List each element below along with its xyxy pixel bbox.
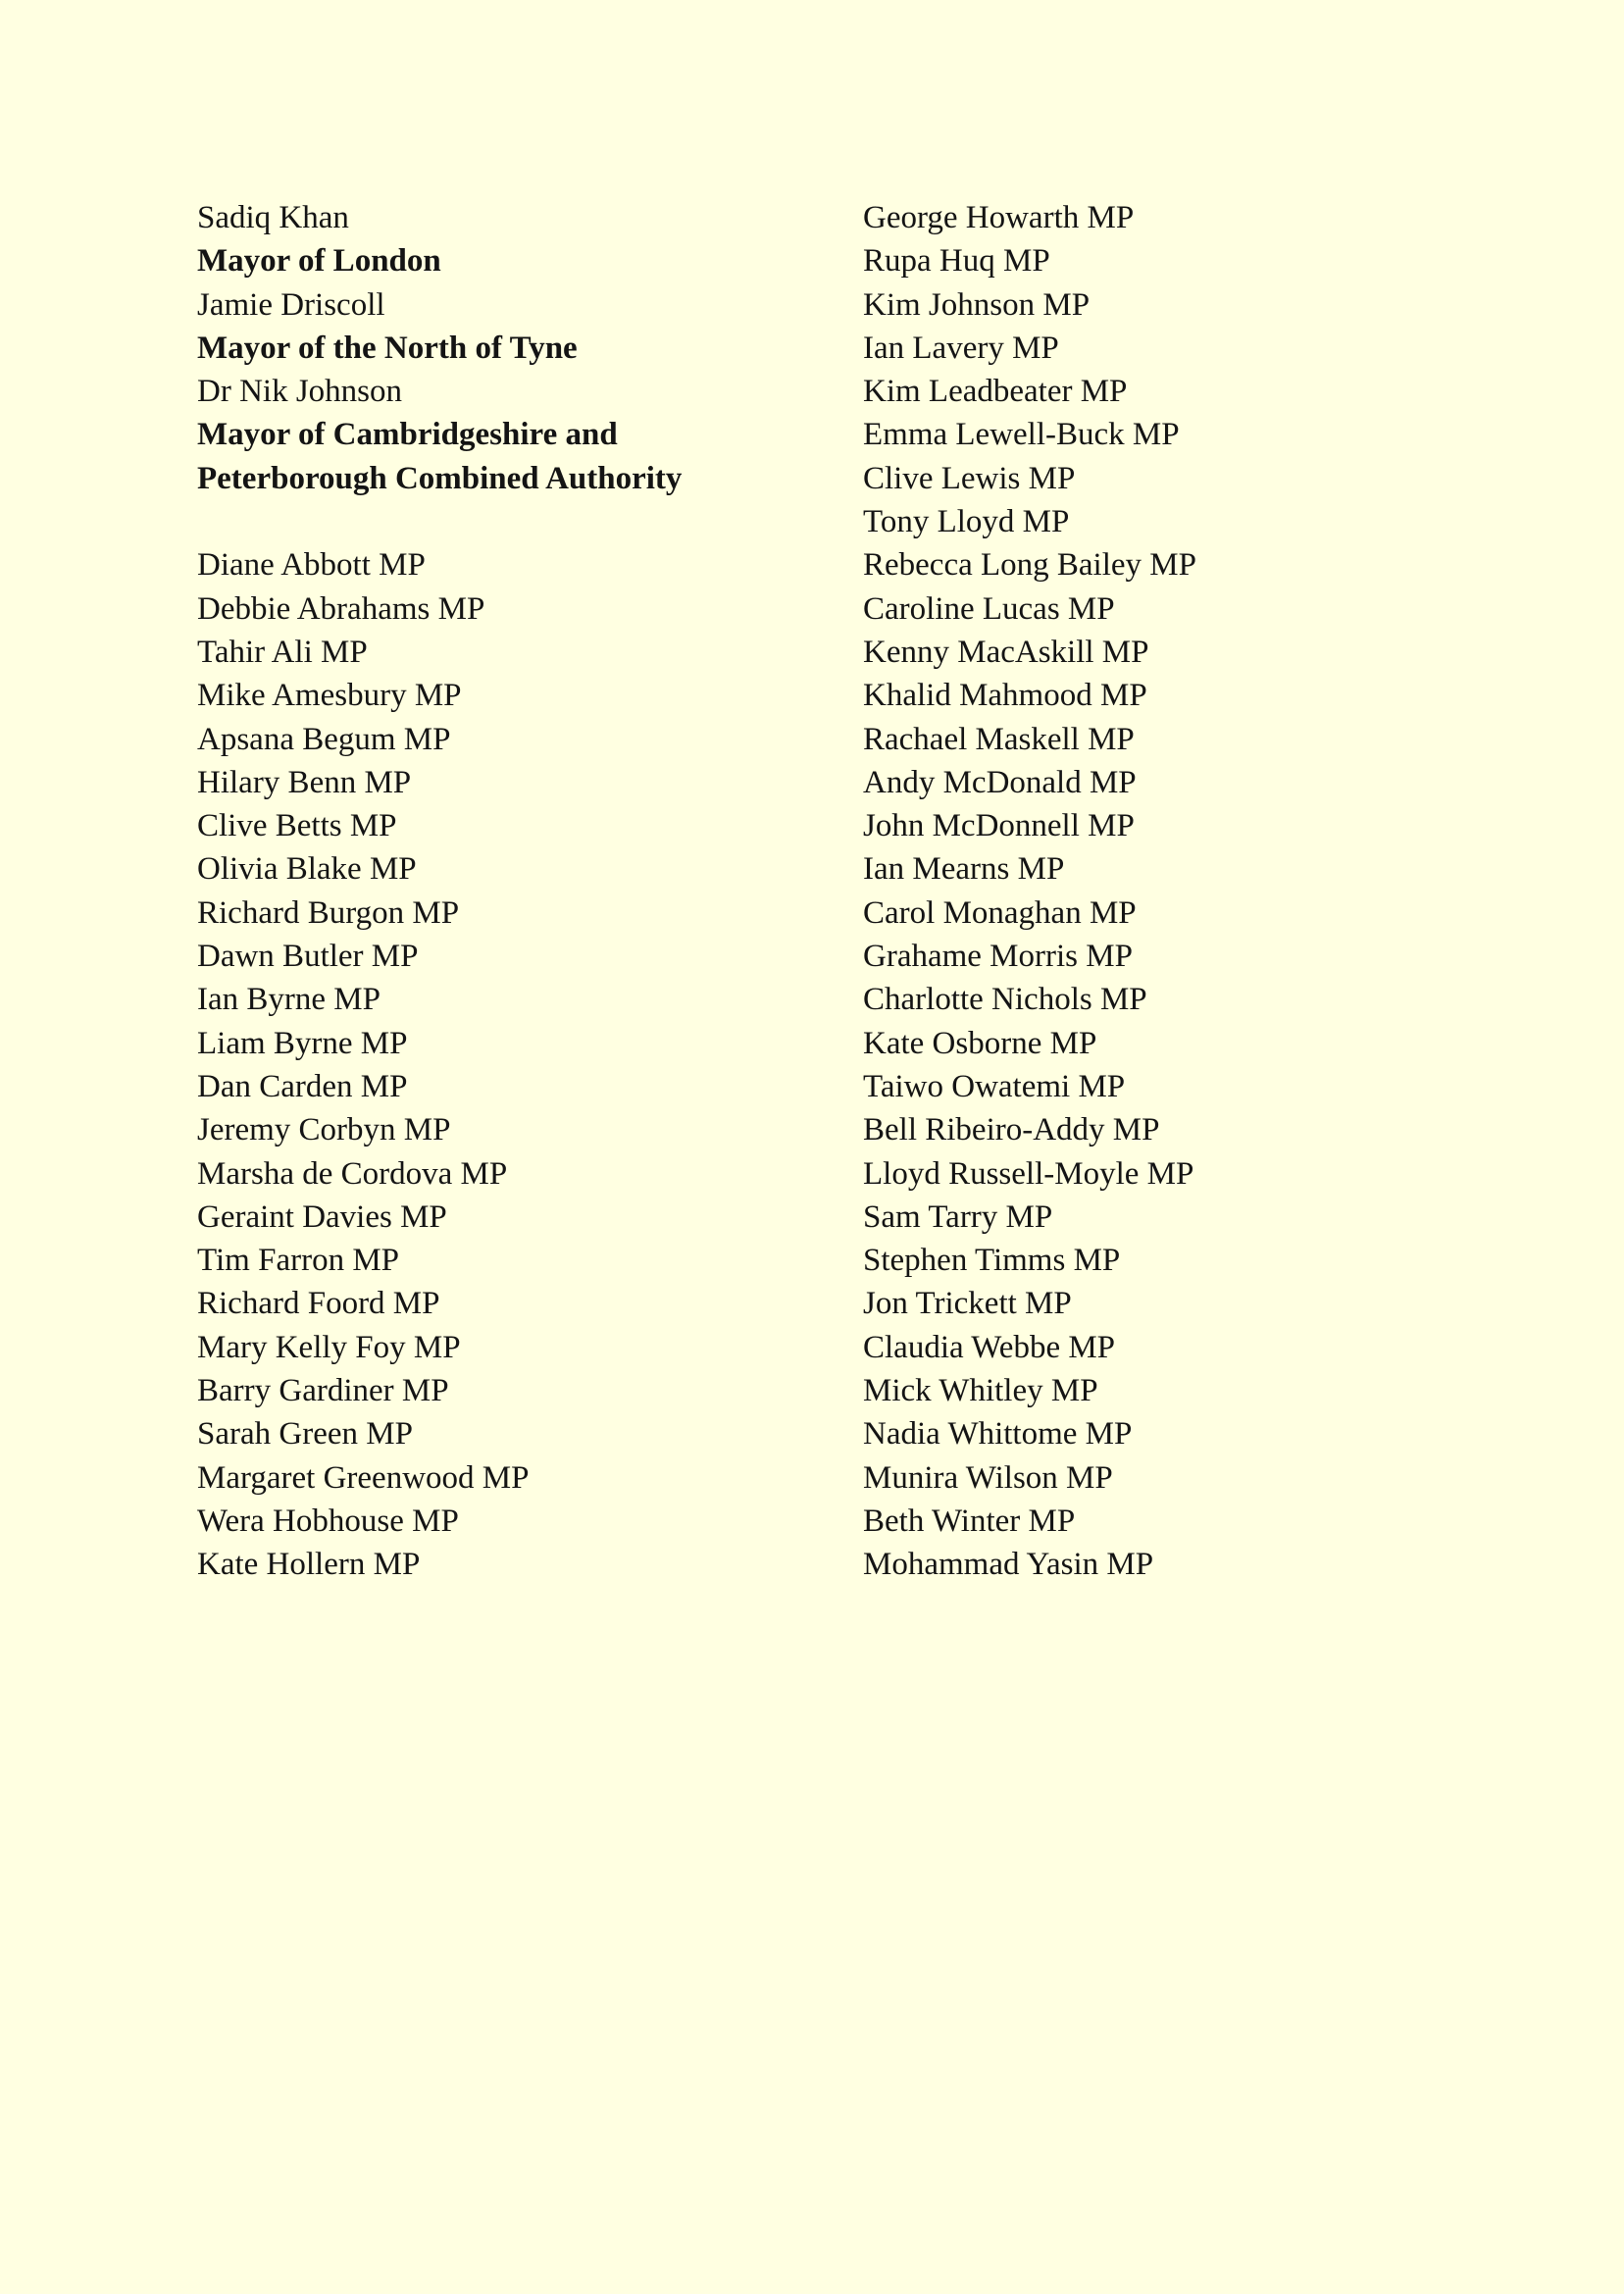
- list-item: Kim Johnson MP: [863, 286, 1091, 323]
- mayor-title: Peterborough Combined Authority: [197, 460, 683, 496]
- list-item: Kate Osborne MP: [863, 1025, 1097, 1061]
- list-item: Stephen Timms MP: [863, 1243, 1121, 1279]
- list-item: Apsana Begum MP: [197, 721, 451, 757]
- list-item: Clive Betts MP: [197, 808, 397, 844]
- list-item: Carol Monaghan MP: [863, 894, 1137, 931]
- mp-list-right: [863, 196, 1471, 1587]
- list-item: Barry Gardiner MP: [197, 1373, 449, 1409]
- list-item: Rebecca Long Bailey MP: [863, 547, 1196, 584]
- list-item: Margaret Greenwood MP: [197, 1459, 530, 1496]
- mayor-title: Mayor of the North of Tyne: [197, 330, 578, 366]
- mayor-name: Sadiq Khan: [197, 200, 349, 235]
- list-item: Khalid Mahmood MP: [863, 678, 1147, 714]
- list-item: Jeremy Corbyn MP: [197, 1112, 451, 1148]
- list-item: Andy McDonald MP: [863, 764, 1137, 800]
- list-item: Kim Leadbeater MP: [863, 374, 1128, 410]
- list-item: Marsha de Cordova MP: [197, 1155, 508, 1192]
- list-item: Jon Trickett MP: [863, 1286, 1072, 1322]
- list-item: Rupa Huq MP: [863, 243, 1050, 280]
- mayors-block: [197, 196, 805, 500]
- list-item: Beth Winter MP: [863, 1503, 1076, 1539]
- list-item: Ian Lavery MP: [863, 330, 1059, 366]
- list-item: Claudia Webbe MP: [863, 1329, 1116, 1365]
- list-item: Tony Lloyd MP: [863, 504, 1070, 540]
- list-item: Richard Foord MP: [197, 1286, 440, 1322]
- list-item: Charlotte Nichols MP: [863, 982, 1147, 1018]
- list-item: Rachael Maskell MP: [863, 721, 1135, 757]
- list-item: Munira Wilson MP: [863, 1459, 1113, 1496]
- list-item: Ian Byrne MP: [197, 982, 381, 1018]
- section-gap: [197, 500, 805, 543]
- list-item: Emma Lewell-Buck MP: [863, 417, 1180, 453]
- list-item: Dan Carden MP: [197, 1068, 408, 1104]
- mayor-title: Mayor of Cambridgeshire and: [197, 417, 618, 453]
- list-item: Richard Burgon MP: [197, 894, 460, 931]
- mayor-name: Jamie Driscoll: [197, 286, 385, 323]
- list-item: Sarah Green MP: [197, 1416, 413, 1453]
- list-item: Hilary Benn MP: [197, 764, 412, 800]
- list-item: Sam Tarry MP: [863, 1198, 1053, 1235]
- list-item: Mick Whitley MP: [863, 1373, 1098, 1409]
- list-item: John McDonnell MP: [863, 808, 1135, 844]
- signatories-right-column: [863, 196, 1471, 1587]
- list-item: Ian Mearns MP: [863, 851, 1065, 888]
- list-item: Tahir Ali MP: [197, 634, 368, 670]
- list-item: Mike Amesbury MP: [197, 678, 462, 714]
- list-item: George Howarth MP: [863, 200, 1135, 235]
- mayor-name: Dr Nik Johnson: [197, 374, 403, 410]
- list-item: Geraint Davies MP: [197, 1198, 447, 1235]
- mp-list-left: [197, 543, 805, 1586]
- list-item: Nadia Whittome MP: [863, 1416, 1133, 1453]
- list-item: Olivia Blake MP: [197, 851, 417, 888]
- list-item: Kenny MacAskill MP: [863, 634, 1149, 670]
- list-item: Taiwo Owatemi MP: [863, 1068, 1126, 1104]
- list-item: Bell Ribeiro-Addy MP: [863, 1112, 1160, 1148]
- list-item: Debbie Abrahams MP: [197, 590, 485, 627]
- list-item: Mohammad Yasin MP: [863, 1547, 1154, 1583]
- list-item: Diane Abbott MP: [197, 547, 426, 584]
- list-item: Tim Farron MP: [197, 1243, 400, 1279]
- list-item: Dawn Butler MP: [197, 939, 419, 975]
- list-item: Wera Hobhouse MP: [197, 1503, 459, 1539]
- list-item: Kate Hollern MP: [197, 1547, 421, 1583]
- mayor-title: Mayor of London: [197, 243, 441, 280]
- list-item: Caroline Lucas MP: [863, 590, 1115, 627]
- list-item: Clive Lewis MP: [863, 460, 1076, 496]
- signatories-left-column: [197, 196, 805, 1587]
- list-item: Mary Kelly Foy MP: [197, 1329, 461, 1365]
- list-item: Lloyd Russell-Moyle MP: [863, 1155, 1194, 1192]
- list-item: Liam Byrne MP: [197, 1025, 408, 1061]
- list-item: Grahame Morris MP: [863, 939, 1133, 975]
